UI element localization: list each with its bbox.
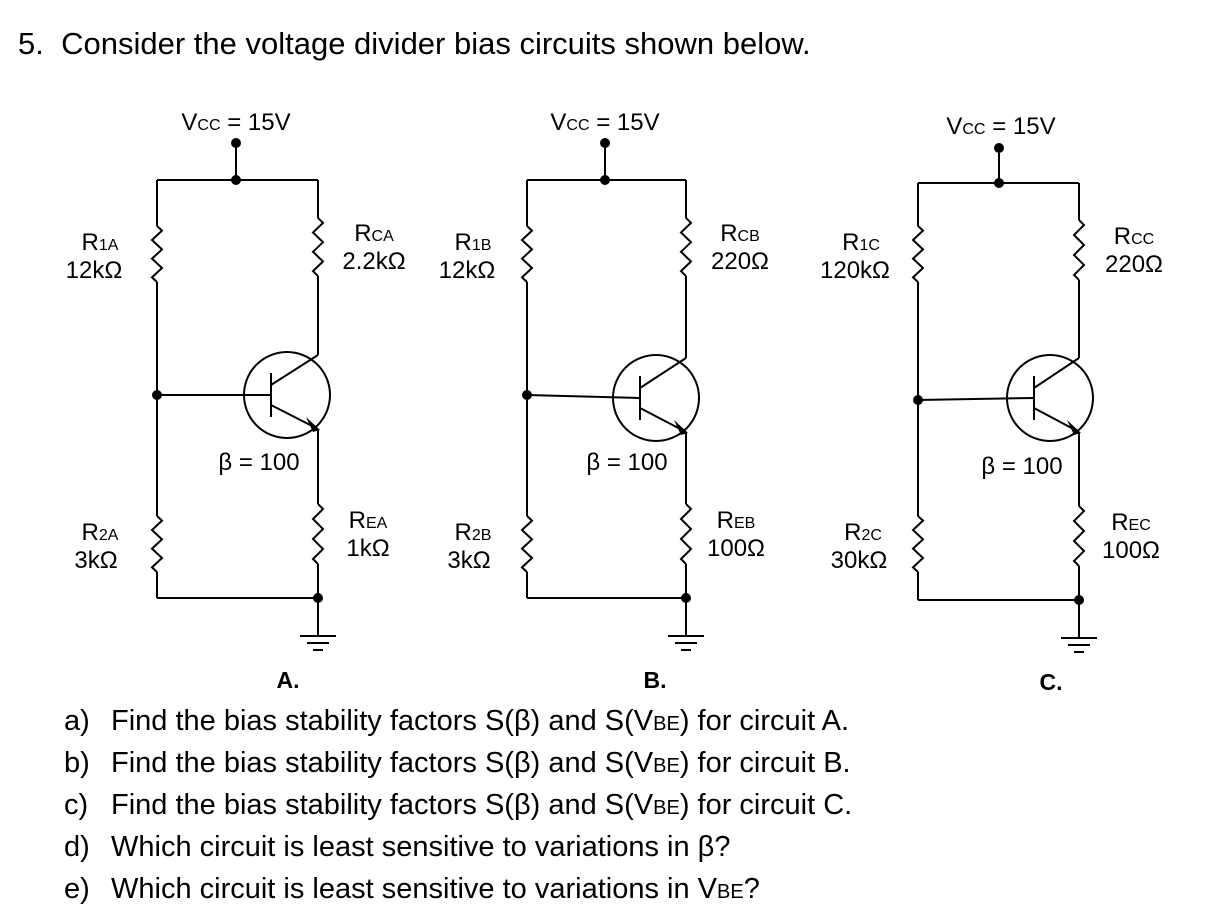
bjt-collector — [1034, 358, 1079, 388]
resistor-re — [313, 504, 323, 564]
r2-name: R2A — [81, 519, 119, 546]
rc-value: 220Ω — [1105, 251, 1163, 278]
r2-name: R2C — [844, 519, 882, 546]
base-wire — [527, 395, 640, 398]
rc-value: 2.2kΩ — [342, 248, 406, 275]
question-subscript: BE — [717, 881, 744, 903]
resistor-rc — [681, 218, 691, 276]
re-name: REA — [348, 507, 388, 534]
circuit-b — [439, 109, 769, 693]
beta-label: β = 100 — [218, 449, 300, 476]
r2-value: 30kΩ — [830, 547, 888, 574]
base-wire — [918, 398, 1034, 400]
rc-name: RCA — [354, 220, 394, 247]
question-text-end: ) for circuit A. — [679, 705, 850, 737]
rc-value: 220Ω — [711, 248, 769, 275]
question-letter: c) — [64, 789, 89, 821]
r2-name: R2B — [454, 519, 492, 546]
re-value: 1kΩ — [346, 535, 390, 562]
question-letter: b) — [64, 747, 90, 779]
re-value: 100Ω — [707, 535, 765, 562]
question-text-end: ? — [743, 873, 760, 905]
resistor-r2 — [522, 516, 532, 572]
question-text: Which circuit is least sensitive to variations in β? — [111, 831, 731, 863]
resistor-rc — [313, 218, 323, 276]
circuit-label: B. — [643, 667, 667, 693]
question-text: Find the bias stability factors S(β) and S(V — [111, 789, 654, 821]
question-item — [64, 828, 852, 870]
circuit-label: A. — [276, 667, 300, 693]
question-text-end: ) for circuit B. — [679, 747, 851, 779]
vcc-label: VCC = 15V — [946, 113, 1056, 140]
r1-name: R1A — [81, 229, 119, 256]
rc-name: RCC — [1113, 223, 1155, 250]
r2-value: 3kΩ — [447, 547, 491, 574]
question-item — [64, 744, 852, 786]
question-text: Which circuit is least sensitive to variations in V — [111, 873, 717, 905]
r1-value: 120kΩ — [820, 257, 890, 284]
resistor-r1 — [913, 226, 923, 282]
question-letter: d) — [64, 831, 90, 863]
resistor-re — [681, 504, 691, 564]
beta-label: β = 100 — [586, 449, 668, 476]
question-text: Find the bias stability factors S(β) and S(V — [111, 705, 654, 737]
circuit-c — [820, 113, 1163, 695]
question-text: Find the bias stability factors S(β) and S(V — [111, 747, 654, 779]
r1-value: 12kΩ — [65, 257, 123, 284]
circuit-label: C. — [1039, 669, 1063, 695]
circuit-a — [66, 109, 406, 693]
bjt-collector — [271, 355, 318, 385]
r1-value: 12kΩ — [438, 257, 496, 284]
resistor-r1 — [152, 226, 162, 282]
question-subscript: BE — [653, 797, 680, 819]
beta-label: β = 100 — [981, 453, 1063, 480]
bjt-collector — [640, 358, 686, 388]
question-item — [64, 786, 852, 828]
question-text-end: ) for circuit C. — [679, 789, 853, 821]
re-name: REB — [716, 507, 756, 534]
resistor-r1 — [522, 226, 532, 282]
vcc-label: VCC = 15V — [550, 109, 660, 136]
r2-value: 3kΩ — [74, 547, 118, 574]
r1-name: R1B — [454, 229, 492, 256]
r1-name: R1C — [842, 229, 880, 256]
re-value: 100Ω — [1102, 537, 1160, 564]
question-subscript: BE — [653, 755, 680, 777]
re-name: REC — [1111, 509, 1151, 536]
problem-title: Consider the voltage divider bias circuits shown below. — [61, 26, 811, 61]
question-letter: a) — [64, 705, 90, 737]
vcc-label: VCC = 15V — [181, 109, 291, 136]
question-list — [64, 702, 852, 912]
rc-name: RCB — [720, 220, 760, 247]
question-subscript: BE — [653, 713, 680, 735]
resistor-re — [1074, 506, 1084, 566]
question-item — [64, 702, 852, 744]
question-item — [64, 870, 852, 912]
question-letter: e) — [64, 873, 90, 905]
resistor-r2 — [152, 516, 162, 572]
problem-number: 5. — [18, 26, 44, 61]
resistor-r2 — [913, 516, 923, 572]
resistor-rc — [1074, 220, 1084, 280]
